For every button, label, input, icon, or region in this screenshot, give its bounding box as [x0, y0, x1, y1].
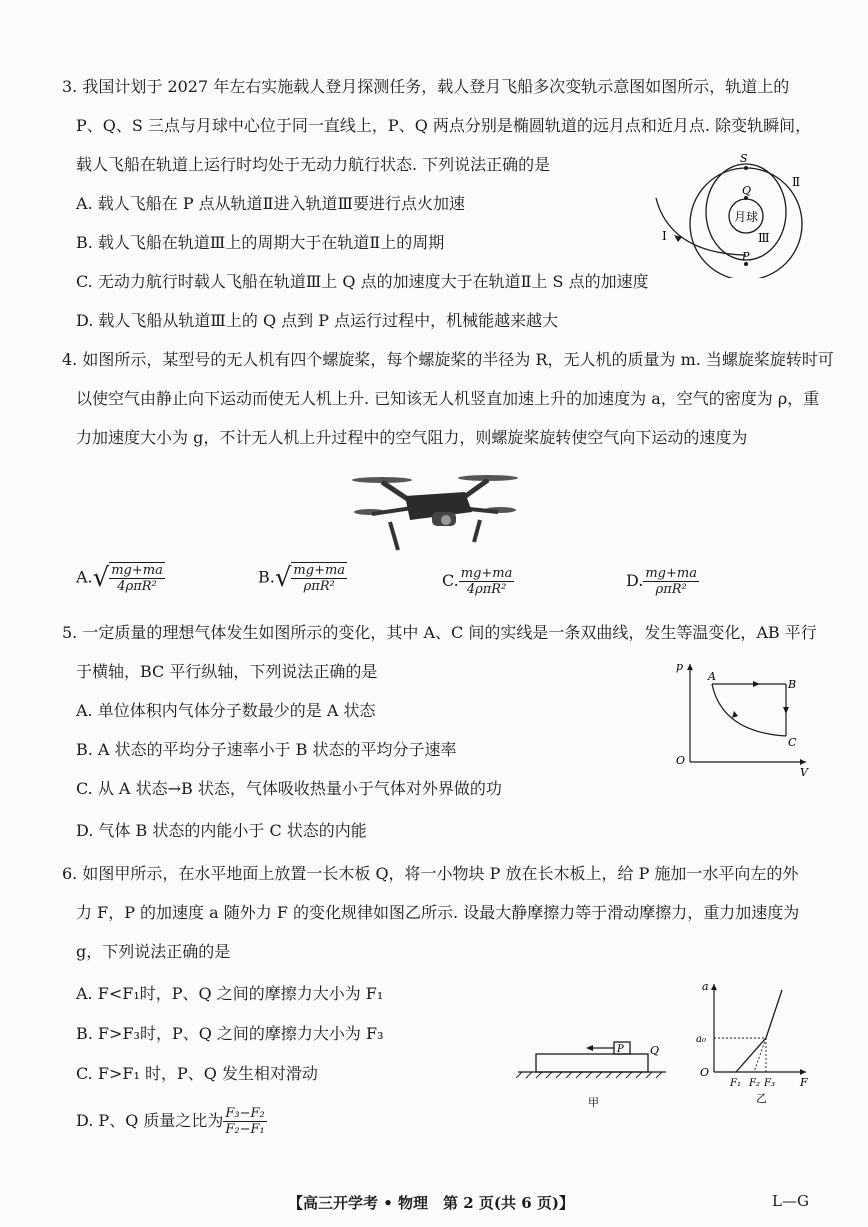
q4-d-denominator: ρπR² — [655, 582, 687, 597]
q4-b-numerator: mg+ma — [293, 563, 346, 578]
pv-diagram — [672, 658, 822, 780]
q5-option-d: D. 气体 B 状态的内能小于 C 状态的内能 — [76, 821, 367, 840]
q5-option-c: C. 从 A 状态→B 状态，气体吸收热量小于气体对外界做的功 — [76, 779, 502, 798]
q3-line-3: 载人飞船在轨道上运行时均处于无动力航行状态. 下列说法正确的是 — [76, 155, 551, 174]
q6-option-d-prefix: D. P、Q 质量之比为 — [76, 1111, 224, 1130]
graph-tick-f2: F₂ — [749, 1078, 760, 1089]
orbit-label-s: S — [740, 152, 748, 165]
q4-option-b — [258, 562, 347, 594]
graph-tick-f1: F₁ — [730, 1078, 741, 1089]
sqrt-symbol: √ $\frac{mg+ma}{\text{4ρπR²}}$ — [92, 563, 163, 594]
q4-c-denominator: 4ρπR² — [466, 582, 507, 597]
fig-yi-caption: 乙 — [756, 1092, 767, 1105]
orbit-label-q: Q — [742, 184, 752, 197]
q4-option-b-label: B. — [258, 567, 275, 587]
q6-line-2: 力 F，P 的加速度 a 随外力 F 的变化规律如图乙所示. 设最大静摩擦力等于滑动摩擦力，重力加速度为 — [76, 903, 800, 922]
q4-option-d — [626, 566, 699, 597]
pv-axis-v: V — [800, 766, 808, 779]
q3-option-c: C. 无动力航行时载人飞船在轨道Ⅲ上 Q 点的加速度大于在轨道Ⅱ上 S 点的加速度 — [76, 272, 649, 291]
q6-line-3: g，下列说法正确的是 — [76, 942, 231, 961]
pv-point-c: C — [788, 736, 797, 749]
q4-option-a — [76, 562, 165, 594]
q5-line-2: 于横轴，BC 平行纵轴，下列说法正确的是 — [76, 662, 378, 681]
orbit-label-p: P — [742, 250, 750, 263]
board-label-q: Q — [650, 1044, 660, 1057]
q6-option-d — [76, 1106, 267, 1137]
moon-label: 月球 — [734, 210, 759, 224]
q6-option-a: A. F<F₁时，P、Q 之间的摩擦力大小为 F₁ — [76, 984, 384, 1003]
q6-line-1: 6. 如图甲所示，在水平地面上放置一长木板 Q，将一小物块 P 放在长木板上，给 P 施加一水平向左的外 — [62, 864, 799, 883]
fig-jia-caption: 甲 — [588, 1096, 599, 1109]
graph-tick-f3: F₃ — [764, 1078, 775, 1089]
q4-option-a-label: A. — [76, 567, 93, 587]
paper-code: L—G — [772, 1192, 809, 1210]
q6-option-c: C. F>F₁ 时，P、Q 发生相对滑动 — [76, 1064, 318, 1083]
pv-origin: O — [676, 754, 686, 767]
q5-option-a: A. 单位体积内气体分子数最少的是 A 状态 — [76, 701, 376, 720]
pv-point-a: A — [708, 670, 716, 683]
board-block-diagram — [516, 1030, 672, 1110]
q4-option-d-label: D. — [626, 571, 644, 590]
q4-option-c — [442, 566, 514, 597]
page-footer: 【高三开学考 • 物理 第 2 页(共 6 页)】 — [288, 1194, 574, 1212]
pv-point-b: B — [788, 678, 797, 691]
q3-option-b: B. 载人飞船在轨道Ⅲ上的周期大于在轨道Ⅱ上的周期 — [76, 233, 445, 252]
q3-line-1: 3. 我国计划于 2027 年左右实施载人登月探测任务，载人登月飞船多次变轨示意图如图所示，轨道上的 — [62, 77, 790, 96]
drone-illustration — [350, 462, 520, 554]
q4-option-c-label: C. — [442, 571, 459, 590]
sqrt-symbol: √ $\frac{mg+ma}{\text{ρπR²}}$ — [274, 563, 346, 594]
a-f-graph — [694, 978, 816, 1110]
q5-line-1: 5. 一定质量的理想气体发生如图所示的变化，其中 A、C 间的实线是一条双曲线，发生等温变化，AB 平行 — [62, 623, 817, 642]
q6-d-numerator: F₃−F₂ — [225, 1106, 265, 1121]
block-label-p: P — [617, 1044, 624, 1055]
pv-axis-p: p — [676, 660, 684, 673]
q5-option-b: B. A 状态的平均分子速率小于 B 状态的平均分子速率 — [76, 740, 457, 759]
graph-axis-f: F — [800, 1076, 808, 1089]
q4-line-1: 4. 如图所示，某型号的无人机有四个螺旋桨，每个螺旋桨的半径为 R，无人机的质量为 m. 当螺旋桨旋转时可 — [62, 350, 834, 369]
graph-axis-a: a — [702, 980, 709, 993]
q3-option-d: D. 载人飞船从轨道Ⅲ上的 Q 点到 P 点运行过程中，机械能越来越大 — [76, 311, 559, 330]
q6-option-b: B. F>F₃时，P、Q 之间的摩擦力大小为 F₃ — [76, 1024, 384, 1043]
q3-option-a: A. 载人飞船在 P 点从轨道Ⅱ进入轨道Ⅲ要进行点火加速 — [76, 194, 465, 213]
orbit-diagram — [650, 148, 825, 278]
q6-d-denominator: F₂−F₁ — [225, 1122, 265, 1137]
graph-origin: O — [700, 1066, 710, 1079]
q4-b-denominator: ρπR² — [303, 579, 335, 594]
orbit-label-1: Ⅰ — [662, 229, 667, 243]
q4-line-3: 力加速度大小为 g，不计无人机上升过程中的空气阻力，则螺旋桨旋转使空气向下运动的速度为 — [76, 428, 748, 447]
q4-a-numerator: mg+ma — [111, 563, 163, 578]
q4-a-denominator: 4ρπR² — [117, 579, 157, 594]
q4-d-numerator: mg+ma — [645, 566, 697, 581]
orbit-label-3: Ⅲ — [758, 231, 770, 245]
orbit-label-2: Ⅱ — [792, 175, 801, 189]
graph-label-a0: a₀ — [696, 1034, 706, 1045]
q3-line-2: P、Q、S 三点与月球中心位于同一直线上，P、Q 两点分别是椭圆轨道的远月点和近月点. 除变轨瞬间， — [76, 116, 812, 135]
q4-line-2: 以使空气由静止向下运动而使无人机上升. 已知该无人机竖直加速上升的加速度为 a，空气的密度为 ρ，重 — [76, 389, 820, 408]
q4-c-numerator: mg+ma — [460, 566, 513, 581]
